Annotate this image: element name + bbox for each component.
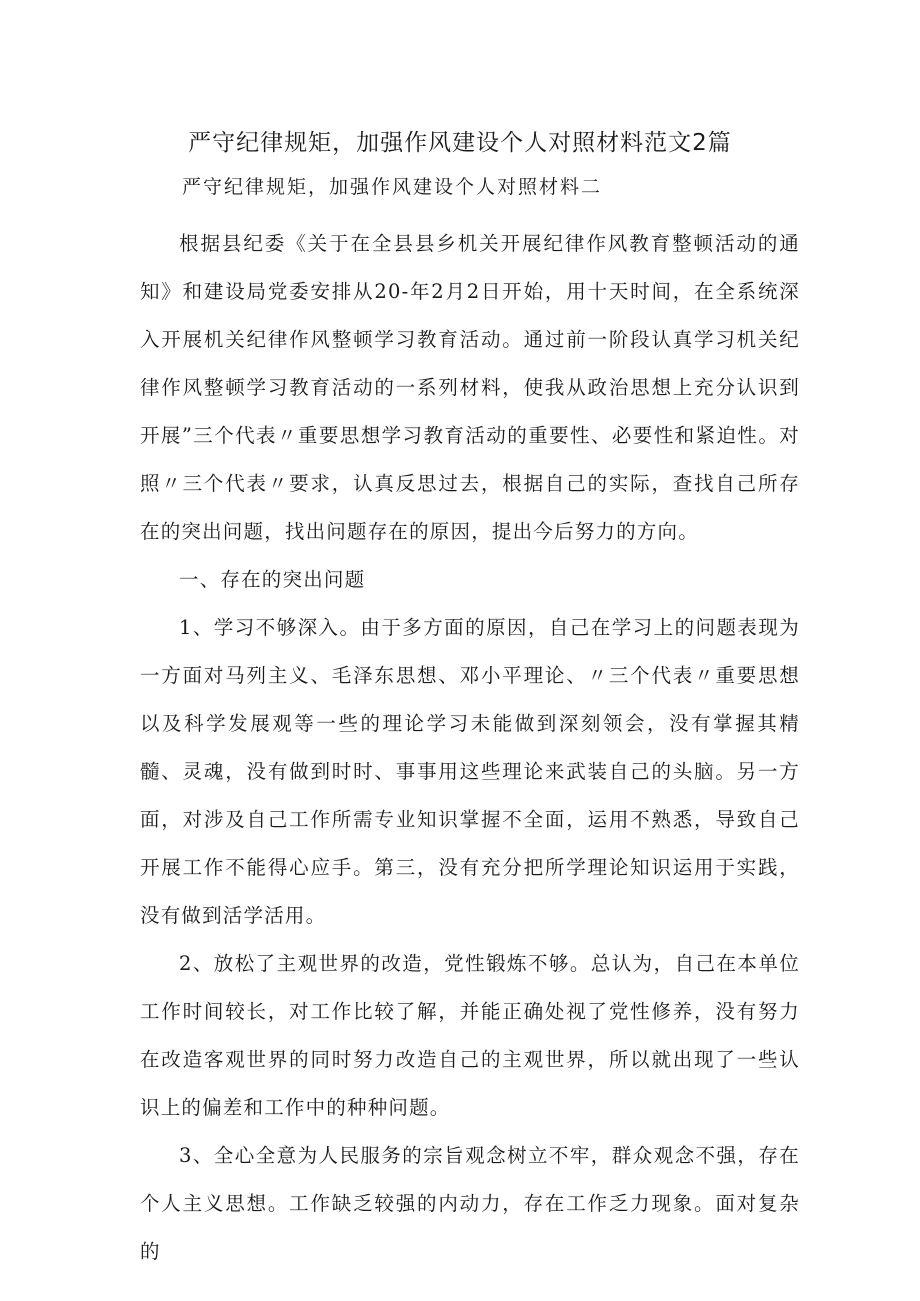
paragraph-intro: 根据县纪委《关于在全县县乡机关开展纪律作风教育整顿活动的通知》和建设局党委安排从20-年2月2日开始，用十天时间，在全系统深入开展机关纪律作风整顿学习教育活动。通过前一阶段认真学习机关纪律作风整顿学习教育活动的一系列材料，使我从政治思想上充分认识到开展”三个代表〃重要思想学习教育活动的重要性、必要性和紧迫性。对照〃三个代表〃要求，认真反思过去，根据自己的实际，查找自己所存在的突出问题，找出问题存在的原因，提出今后努力的方向。 — [140, 232, 800, 543]
document-title: 严守纪律规矩，加强作风建设个人对照材料范文2篇 — [188, 130, 732, 156]
paragraph-item-2: 2、放松了主观世界的改造，党性锻炼不够。总认为，自己在本单位工作时间较长，对工作比较了解，并能正确处视了党性修养，没有努力在改造客观世界的同时努力改造自己的主观世界，所以就出现了一些认识上的偏差和工作中的种种问题。 — [140, 952, 800, 1119]
paragraph-item-1: 1、学习不够深入。由于多方面的原因，自己在学习上的问题表现为一方面对马列主义、毛泽东思想、邓小平理论、〃三个代表〃重要思想以及科学发展观等一些的理论学习未能做到深刻领会，没有掌握其精髓、灵魂，没有做到时时、事事用这些理论来武装自己的头脑。另一方面，对涉及自己工作所需专业知识掌握不全面，运用不熟悉，导致自己开展工作不能得心应手。第三，没有充分把所学理论知识运用于实践，没有做到活学活用。 — [140, 616, 800, 927]
document-subtitle: 严守纪律规矩，加强作风建设个人对照材料二 — [182, 176, 603, 198]
paragraph-item-3: 3、全心全意为人民服务的宗旨观念树立不牢，群众观念不强，存在个人主义思想。工作缺乏较强的内动力，存在工作乏力现象。面对复杂的 — [140, 1144, 800, 1263]
section-heading: 一、存在的突出问题 — [179, 568, 366, 591]
document-body — [140, 220, 800, 1276]
